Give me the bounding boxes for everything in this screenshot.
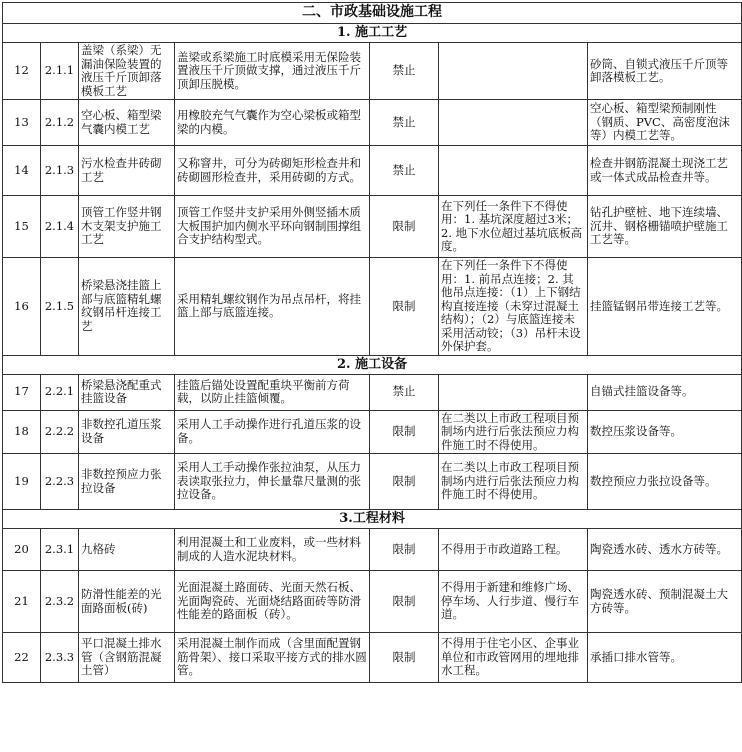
row-code: 2.3.3 bbox=[41, 633, 79, 683]
table-row bbox=[3, 529, 742, 571]
row-condition: 在下列任一条件下不得使用：1. 前吊点连接；2. 其他吊点连接：（1）上下钢结构直接连接（未穿过混凝土结构）；（2）与底篮连接未采用活动铰；（3）吊杆未设外保护套。 bbox=[439, 258, 588, 356]
row-number: 15 bbox=[3, 196, 41, 258]
row-code: 2.2.3 bbox=[41, 454, 79, 510]
row-alternative: 数控压浆设备等。 bbox=[588, 410, 742, 454]
row-condition bbox=[439, 374, 588, 410]
row-name: 九格砖 bbox=[79, 529, 175, 571]
row-number: 20 bbox=[3, 529, 41, 571]
row-name: 顶管工作竖井钢木支架支护施工工艺 bbox=[79, 196, 175, 258]
table-row bbox=[3, 196, 742, 258]
row-measure: 限制 bbox=[370, 258, 439, 356]
row-measure: 限制 bbox=[370, 410, 439, 454]
row-number: 19 bbox=[3, 454, 41, 510]
row-description: 又称窨井，可分为砖砌矩形检查井和砖砌圆形检查井，采用砖砌的方式。 bbox=[175, 146, 370, 196]
row-alternative: 自锚式挂篮设备等。 bbox=[588, 374, 742, 410]
row-alternative: 检查井钢筋混凝土现浇工艺或一体式成品检查井等。 bbox=[588, 146, 742, 196]
row-code: 2.3.2 bbox=[41, 571, 79, 633]
row-measure: 限制 bbox=[370, 454, 439, 510]
table-row bbox=[3, 43, 742, 100]
row-number: 18 bbox=[3, 410, 41, 454]
row-name: 非数控孔道压浆设备 bbox=[79, 410, 175, 454]
row-description: 盖梁或系梁施工时底模采用无保险装置液压千斤顶做支撑，通过液压千斤顶卸压脱模。 bbox=[175, 43, 370, 100]
row-code: 2.2.2 bbox=[41, 410, 79, 454]
row-description: 采用人工手动操作张拉油泵，从压力表读取张拉力，伸长量靠尺量测的张拉设备。 bbox=[175, 454, 370, 510]
row-description: 采用人工手动操作进行孔道压浆的设备。 bbox=[175, 410, 370, 454]
row-number: 22 bbox=[3, 633, 41, 683]
row-condition: 不得用于市政道路工程。 bbox=[439, 529, 588, 571]
row-name: 污水检查井砖砌工艺 bbox=[79, 146, 175, 196]
row-measure: 限制 bbox=[370, 571, 439, 633]
page-title: 二、市政基础设施工程 bbox=[3, 3, 742, 24]
row-condition bbox=[439, 43, 588, 100]
row-alternative: 数控预应力张拉设备等。 bbox=[588, 454, 742, 510]
row-measure: 禁止 bbox=[370, 100, 439, 146]
section-heading: 1. 施工工艺 bbox=[3, 24, 742, 43]
row-alternative: 砂筒、自锁式液压千斤顶等卸落模板工艺。 bbox=[588, 43, 742, 100]
table-row bbox=[3, 454, 742, 510]
row-measure: 限制 bbox=[370, 529, 439, 571]
section-heading: 3.工程材料 bbox=[3, 510, 742, 529]
table-row bbox=[3, 410, 742, 454]
row-description: 利用混凝土和工业废料，或一些材料制成的人造水泥块材料。 bbox=[175, 529, 370, 571]
row-name: 平口混凝土排水管（含钢筋混凝土管） bbox=[79, 633, 175, 683]
table-row bbox=[3, 633, 742, 683]
section-row bbox=[3, 355, 742, 374]
row-number: 16 bbox=[3, 258, 41, 356]
table-row bbox=[3, 571, 742, 633]
row-name: 空心板、箱型梁气囊内模工艺 bbox=[79, 100, 175, 146]
row-name: 盖梁（系梁）无漏油保险装置的液压千斤顶卸落模板工艺 bbox=[79, 43, 175, 100]
row-code: 2.2.1 bbox=[41, 374, 79, 410]
row-measure: 禁止 bbox=[370, 374, 439, 410]
row-code: 2.1.5 bbox=[41, 258, 79, 356]
row-name: 非数控预应力张拉设备 bbox=[79, 454, 175, 510]
row-number: 17 bbox=[3, 374, 41, 410]
row-condition: 不得用于住宅小区、企事业单位和市政管网用的埋地排水工程。 bbox=[439, 633, 588, 683]
row-condition bbox=[439, 146, 588, 196]
section-heading: 2. 施工设备 bbox=[3, 355, 742, 374]
row-alternative: 陶瓷透水砖、预制混凝土大方砖等。 bbox=[588, 571, 742, 633]
row-number: 13 bbox=[3, 100, 41, 146]
row-condition: 在下列任一条件下不得使用：1. 基坑深度超过3米；2. 地下水位超过基坑底板高度。 bbox=[439, 196, 588, 258]
row-description: 采用精轧螺纹钢作为吊点吊杆，将挂篮上部与底篮连接。 bbox=[175, 258, 370, 356]
row-measure: 禁止 bbox=[370, 43, 439, 100]
row-measure: 禁止 bbox=[370, 146, 439, 196]
table-row bbox=[3, 258, 742, 356]
row-code: 2.1.1 bbox=[41, 43, 79, 100]
section-row bbox=[3, 510, 742, 529]
row-number: 12 bbox=[3, 43, 41, 100]
row-description: 用橡胶充气气囊作为空心梁板或箱型梁的内模。 bbox=[175, 100, 370, 146]
table-body bbox=[3, 3, 742, 683]
row-name: 桥梁悬浇配重式挂篮设备 bbox=[79, 374, 175, 410]
row-alternative: 承插口排水管等。 bbox=[588, 633, 742, 683]
table-row bbox=[3, 100, 742, 146]
row-code: 2.3.1 bbox=[41, 529, 79, 571]
row-name: 桥梁悬浇挂篮上部与底篮精轧螺纹钢吊杆连接工艺 bbox=[79, 258, 175, 356]
table-row bbox=[3, 374, 742, 410]
row-alternative: 陶瓷透水砖、透水方砖等。 bbox=[588, 529, 742, 571]
row-description: 挂篮后锚处设置配重块平衡前方荷载，以防止挂篮倾覆。 bbox=[175, 374, 370, 410]
row-number: 21 bbox=[3, 571, 41, 633]
row-condition bbox=[439, 100, 588, 146]
main-table bbox=[2, 2, 742, 683]
row-alternative: 空心板、箱型梁预制刚性（钢质、PVC、高密度泡沫等）内模工艺等。 bbox=[588, 100, 742, 146]
title-row bbox=[3, 3, 742, 24]
row-name: 防滑性能差的光面路面板(砖) bbox=[79, 571, 175, 633]
row-measure: 限制 bbox=[370, 633, 439, 683]
table-row bbox=[3, 146, 742, 196]
row-condition: 在二类以上市政工程项目预制场内进行后张法预应力构件施工时不得使用。 bbox=[439, 410, 588, 454]
row-description: 采用混凝土制作而成（含里面配置钢筋骨架）、接口采取平接方式的排水圆管。 bbox=[175, 633, 370, 683]
row-alternative: 钻孔护壁桩、地下连续墙、沉井、钢格栅锚喷护壁施工工艺等。 bbox=[588, 196, 742, 258]
row-description: 光面混凝土路面砖、光面天然石板、光面陶瓷砖、光面烧结路面砖等防滑性能差的路面板（砖）。 bbox=[175, 571, 370, 633]
row-code: 2.1.2 bbox=[41, 100, 79, 146]
row-condition: 不得用于新建和维修广场、停车场、人行步道、慢行车道。 bbox=[439, 571, 588, 633]
row-code: 2.1.3 bbox=[41, 146, 79, 196]
row-description: 顶管工作竖井支护采用外侧竖插木质大板围护加内侧水平环向钢制围撑组合支护结构型式。 bbox=[175, 196, 370, 258]
row-code: 2.1.4 bbox=[41, 196, 79, 258]
section-row bbox=[3, 24, 742, 43]
row-alternative: 挂篮锰钢吊带连接工艺等。 bbox=[588, 258, 742, 356]
row-number: 14 bbox=[3, 146, 41, 196]
row-measure: 限制 bbox=[370, 196, 439, 258]
row-condition: 在二类以上市政工程项目预制场内进行后张法预应力构件施工时不得使用。 bbox=[439, 454, 588, 510]
